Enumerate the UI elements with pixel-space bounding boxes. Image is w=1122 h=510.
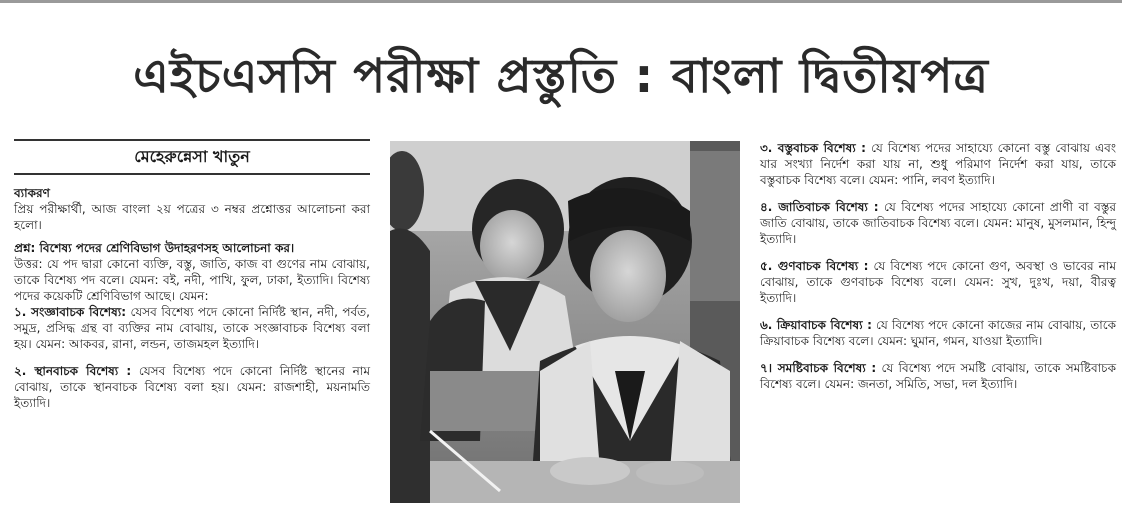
list-item: ১. সংজ্ঞাবাচক বিশেষ্য: যেসব বিশেষ্য পদে কোনো নির্দিষ্ট স্থান, নদী, পর্বত, সমুদ্র, প্রসিদ্ধ গ্রন্থ বা ব্যক্তির নাম বোঝায়, তাকে সংজ্ঞাবাচক বিশেষ্য বলা হয়। যেমন: আকবর, রানা, লন্ডন, তাজমহল ইত্যাদি। — [14, 305, 370, 351]
top-rule — [0, 0, 1122, 3]
answer-paragraph: উত্তর: যে পদ দ্বারা কোনো ব্যক্তি, বস্তু, জাতি, কাজ বা গুণের নাম বোঝায়, তাকে বিশেষ্য পদ বলে। যেমন: বই, নদী, পাখি, ফুল, ঢাকা, ইত্যাদি। বিশেষ্য পদের কয়েকটি শ্রেণিবিভাগ আছে। যেমন: — [14, 257, 370, 303]
list-item: ৫. গুণবাচক বিশেষ্য : যে বিশেষ্য পদে কোনো গুণ, অবস্থা ও ভাবের নাম বোঝায়, তাকে গুণবাচক বিশেষ্য বলে। যেমন: সুখ, দুঃখ, দয়া, বীরত্ব ইত্যাদি। — [760, 259, 1116, 305]
list-item: ২. স্থানবাচক বিশেষ্য : যেসব বিশেষ্য পদে কোনো নির্দিষ্ট স্থানের নাম বোঝায়, তাকে স্থানবাচক বিশেষ্য বলা হয়। যেমন: রাজশাহী, ময়নামতি ইত্যাদি। — [14, 364, 370, 410]
list-item: ৪. জাতিবাচক বিশেষ্য : যে বিশেষ্য পদের সাহায্যে কোনো প্রাণী বা বস্তুর জাতি বোঝায়, তাকে জাতিবাচক বিশেষ্য বলে। যেমন: মানুষ, মুসলমান, হিন্দু ইত্যাদি। — [760, 200, 1116, 246]
author-byline: মেহেরুন্নেসা খাতুন — [14, 139, 370, 175]
headline: এইচএসসি পরীক্ষা প্রস্তুতি : বাংলা দ্বিতীয়পত্র — [133, 49, 989, 104]
students-exam-photo — [390, 141, 740, 503]
list-item: ৬. ক্রিয়াবাচক বিশেষ্য : যে বিশেষ্য পদে কোনো কাজের নাম বোঝায়, তাকে ক্রিয়াবাচক বিশেষ্য বলে। যেমন: ঘুমান, গমন, যাওয়া ইত্যাদি। — [760, 318, 1117, 348]
left-column — [14, 137, 370, 411]
list-item: ৭। সমষ্টিবাচক বিশেষ্য : যে বিশেষ্য পদে সমষ্টি বোঝায়, তাকে সমষ্টিবাচক বিশেষ্য বলে। যেমন: জনতা, সমিতি, সভা, দল ইত্যাদি। — [760, 361, 1116, 391]
list-item: ৩. বস্তুবাচক বিশেষ্য : যে বিশেষ্য পদের সাহায্যে কোনো বস্তু বোঝায় এবং যার সংখ্যা নির্দেশ করা যায় না, শুধু পরিমাণ নির্দেশ করা যায়, তাকে বস্তুবাচক বিশেষ্য বলে। যেমন: পানি, লবণ ইত্যাদি। — [760, 141, 1116, 187]
right-column — [760, 140, 1116, 392]
intro-paragraph: প্রিয় পরীক্ষার্থী, আজ বাংলা ২য় পত্রের ৩ নম্বর প্রশ্নোত্তর আলোচনা করা হলো। — [14, 202, 370, 232]
section-label: ব্যাকরণ — [14, 186, 50, 200]
question: প্রশ্ন: বিশেষ্য পদের শ্রেণিবিভাগ উদাহরণসহ আলোচনা কর। — [14, 241, 295, 255]
